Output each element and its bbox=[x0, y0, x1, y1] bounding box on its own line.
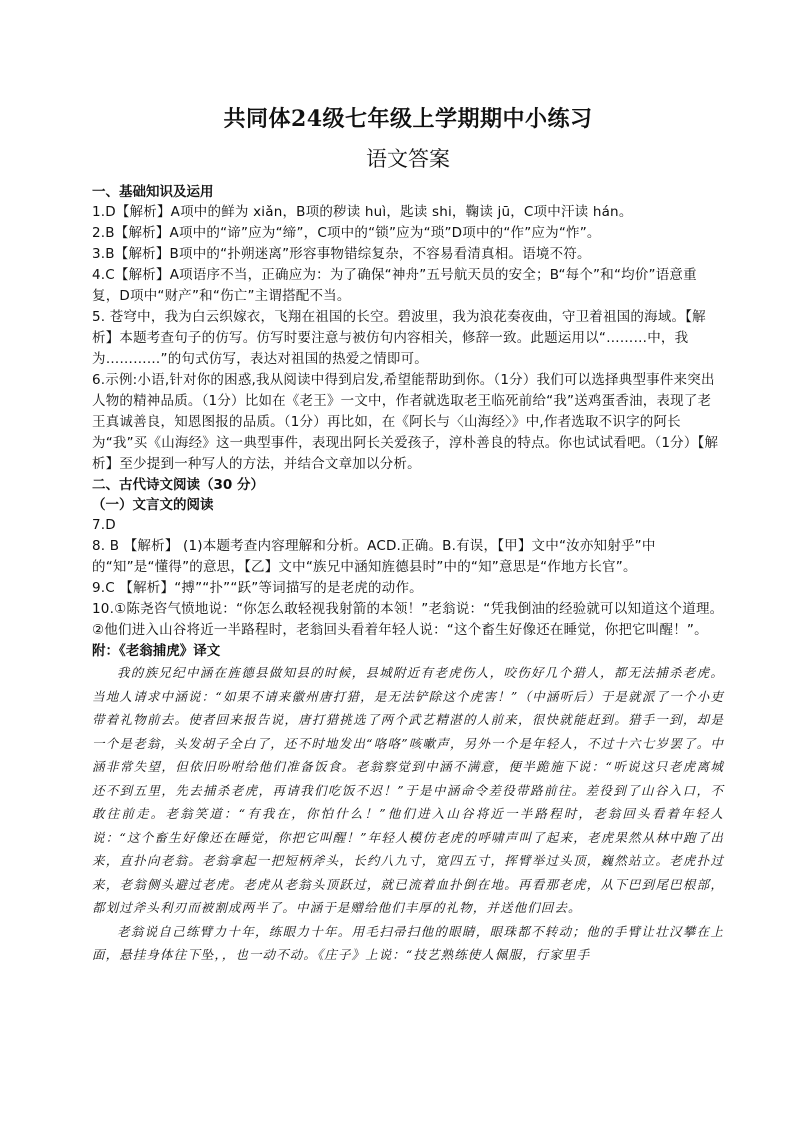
subsection-heading: （一）文言文的阅读 bbox=[92, 497, 214, 513]
answer-7: 7.D bbox=[92, 517, 116, 533]
answer-8: 8. B 【解析】 (1)本题考查内容理解和分析。ACD.正确。B.有误，【甲】文中“汝亦知射乎”中的“知”是“懂得”的意思，【乙】文中“族兄中涵知旌德县时”中的“知”意思是“作地方长官”。 bbox=[92, 538, 656, 575]
page-title: 共同体24级七年级上学期期中小练习 bbox=[223, 106, 593, 132]
answer-10-part-2: ②他们进入山谷将近一半路程时，老翁回头看着年轻人说：“这个畜生好像还在睡觉，你把它叫醒！”。 bbox=[92, 622, 708, 638]
answer-3: 3.B【解析】B项中的“扑朔迷离”形容事物错综复杂，不容易看清真相。语境不符。 bbox=[92, 246, 591, 262]
answer-5: 5. 苍穹中，我为白云织嫁衣，飞翔在祖国的长空。碧波里，我为浪花奏夜曲，守卫着祖国的海域。【解析】本题考查句子的仿写。仿写时要注意与被仿句内容相关，修辞一致。此题运用以“………中，我为…………”的句式仿写，表达对祖国的热爱之情即可。 bbox=[92, 309, 706, 367]
section-heading: 二、古代诗文阅读（30 分） bbox=[92, 477, 264, 493]
answer-1: 1.D【解析】A项中的鲜为 xiǎn，B项的秽读 huì，匙读 shi，鞠读 jū，C项中汗读 hán。 bbox=[92, 204, 633, 220]
translation-paragraph: 老翁说自己练臂力十年，练眼力十年。用毛扫帚扫他的眼睛，眼珠都不转动；他的手臂让壮汉攀在上面，悬挂身体往下坠，，也一动不动。《庄子》上说：“技艺熟练使人佩服，行家里手 bbox=[92, 923, 724, 962]
answer-9: 9.C 【解析】“搏”“扑”“跃”等词描写的是老虎的动作。 bbox=[92, 580, 423, 596]
translation-paragraph: 我的族兄纪中涵在旌德县做知县的时候，县城附近有老虎伤人，咬伤好几个猎人，都无法捕杀老虎。当地人请求中涵说：“如果不请来徽州唐打猎，是无法铲除这个虎害！”（中涵听后）于是就派了一个小吏带着礼物前去。使者回来报告说，唐打猎挑选了两个武艺精湛的人前来，很快就能赶到。猎手一到，却是一个是老翁，头发胡子全白了，还不时地发出“咯咯”咳嗽声，另外一个是年轻人，不过十六七岁罢了。中涵非常失望，但依旧吩咐给他们准备饭食。老翁察觉到中涵不满意，便半跪施下说：“听说这只老虎离城还不到五里，先去捕杀老虎，再请我们吃饭不迟！”于是中涵命令差役带路前往。差役到了山谷入口，不敢往前走。老翁笑道：“有我在，你怕什么！”他们进入山谷将近一半路程时，老翁回头看着年轻人说：“这个畜生好像还在睡觉，你把它叫醒！”年轻人模仿老虎的呼啸声叫了起来，老虎果然从林中跑了出来，直扑向老翁。老翁拿起一把短柄斧头，长约八九寸，宽四五寸，挥臂举过头顶，巍然站立。老虎扑过来，老翁侧头避过老虎。老虎从老翁头顶跃过，就已流着血扑倒在地。再看那老虎，从下巴到尾巴根部，都划过斧头利刃而被割成两半了。中涵于是赠给他们丰厚的礼物，并送他们回去。 bbox=[92, 665, 724, 915]
appendix-heading: 附：《老翁捕虎》译文 bbox=[92, 643, 221, 659]
answer-10-part-1: 10.①陈尧咨气愤地说：“你怎么敢轻视我射箭的本领！”老翁说：“凭我倒油的经验就可以知道这个道理。 bbox=[92, 601, 724, 617]
answer-document bbox=[92, 100, 724, 967]
page-subtitle: 语文答案 bbox=[366, 147, 450, 171]
answer-6: 6.示例:小语,针对你的困惑,我从阅读中得到启发,希望能帮助到你。（1分）我们可以选择典型事件来突出人物的精神品质。（1分）比如在《老王》一文中，作者就选取老王临死前给“我”送鸡蛋香油，表现了老王真诚善良，知恩图报的品质。（1分）再比如，在《阿长与〈山海经〉》中,作者选取不识字的阿长为“我”买《山海经》这一典型事件，表现出阿长关爱孩子，淳朴善良的特点。你也试试看吧。（1分）【解析】至少提到一种写人的方法，并结合文章加以分析。 bbox=[92, 372, 719, 472]
answer-4: 4.C【解析】A项语序不当，正确应为：为了确保“神舟”五号航天员的安全；B“每个”和“均价”语意重复，D项中“财产”和“伤亡”主谓搭配不当。 bbox=[92, 267, 697, 304]
answer-2: 2.B【解析】A项中的“谛”应为“缔”，C项中的“锁”应为“琐”D项中的“作”应为“怍”。 bbox=[92, 225, 601, 241]
section-heading: 一、基础知识及运用 bbox=[92, 184, 214, 200]
